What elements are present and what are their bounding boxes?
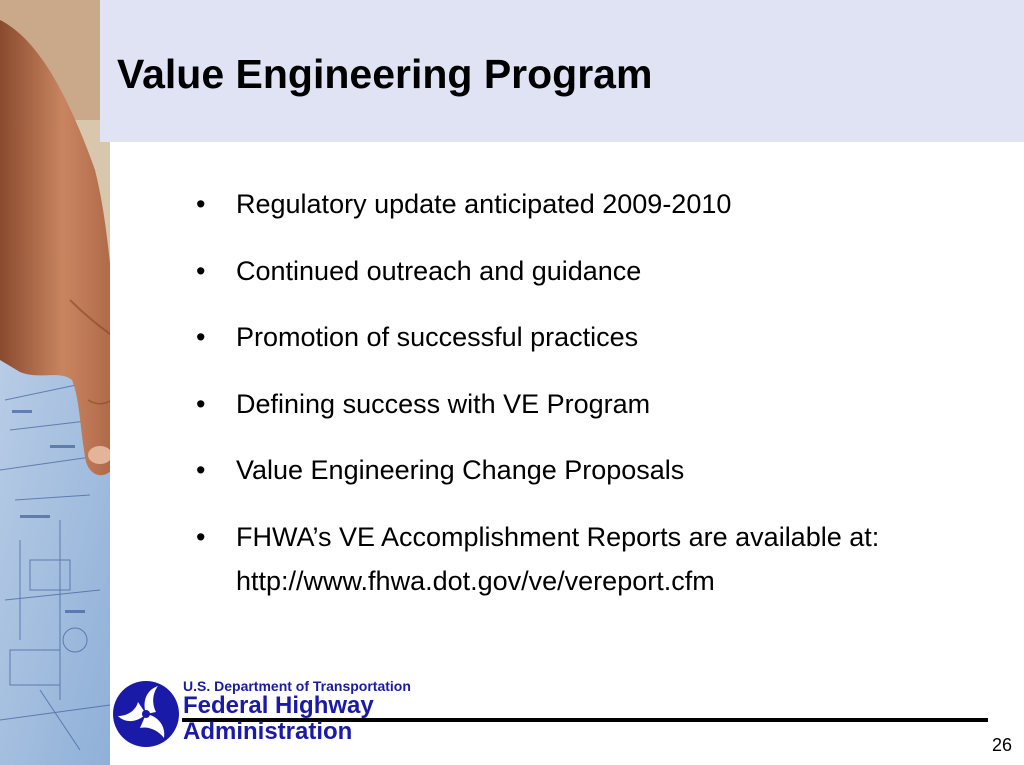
bullet-dot: • <box>196 388 206 419</box>
bullet-dot: • <box>196 255 206 286</box>
bullet-text: Regulatory update anticipated 2009-2010 <box>236 189 732 219</box>
hand-blueprint-photo <box>0 0 110 765</box>
bullet-text: Defining success with VE Program <box>236 388 651 419</box>
bullet-dot: • <box>196 521 206 552</box>
bullet-text: FHWA’s VE Accomplishment Reports are available at: <box>236 521 880 552</box>
bullet-list <box>196 182 996 625</box>
agency-name-line2: Administration <box>183 718 353 745</box>
bullet-item <box>196 515 996 603</box>
bullet-item <box>196 182 996 226</box>
bullet-item <box>196 249 996 293</box>
slide-title: Value Engineering Program <box>117 51 653 97</box>
bullet-text: Continued outreach and guidance <box>236 255 642 286</box>
bullet-dot: • <box>196 455 206 485</box>
page-number: 26 <box>991 735 1012 755</box>
department-name: U.S. Department of Transportation <box>183 678 411 694</box>
dot-triskelion-logo-icon <box>112 680 180 748</box>
report-url-link[interactable]: http://www.fhwa.dot.gov/ve/vereport.cfm <box>236 565 715 596</box>
bullet-text: Value Engineering Change Proposals <box>236 455 685 485</box>
agency-name-line1: Federal Highway <box>183 692 374 719</box>
bullet-dot: • <box>196 189 206 219</box>
bullet-item <box>196 448 996 492</box>
bullet-dot: • <box>196 322 206 352</box>
bullet-item <box>196 382 996 426</box>
bullet-text: Promotion of successful practices <box>236 322 639 352</box>
bullet-item <box>196 315 996 359</box>
